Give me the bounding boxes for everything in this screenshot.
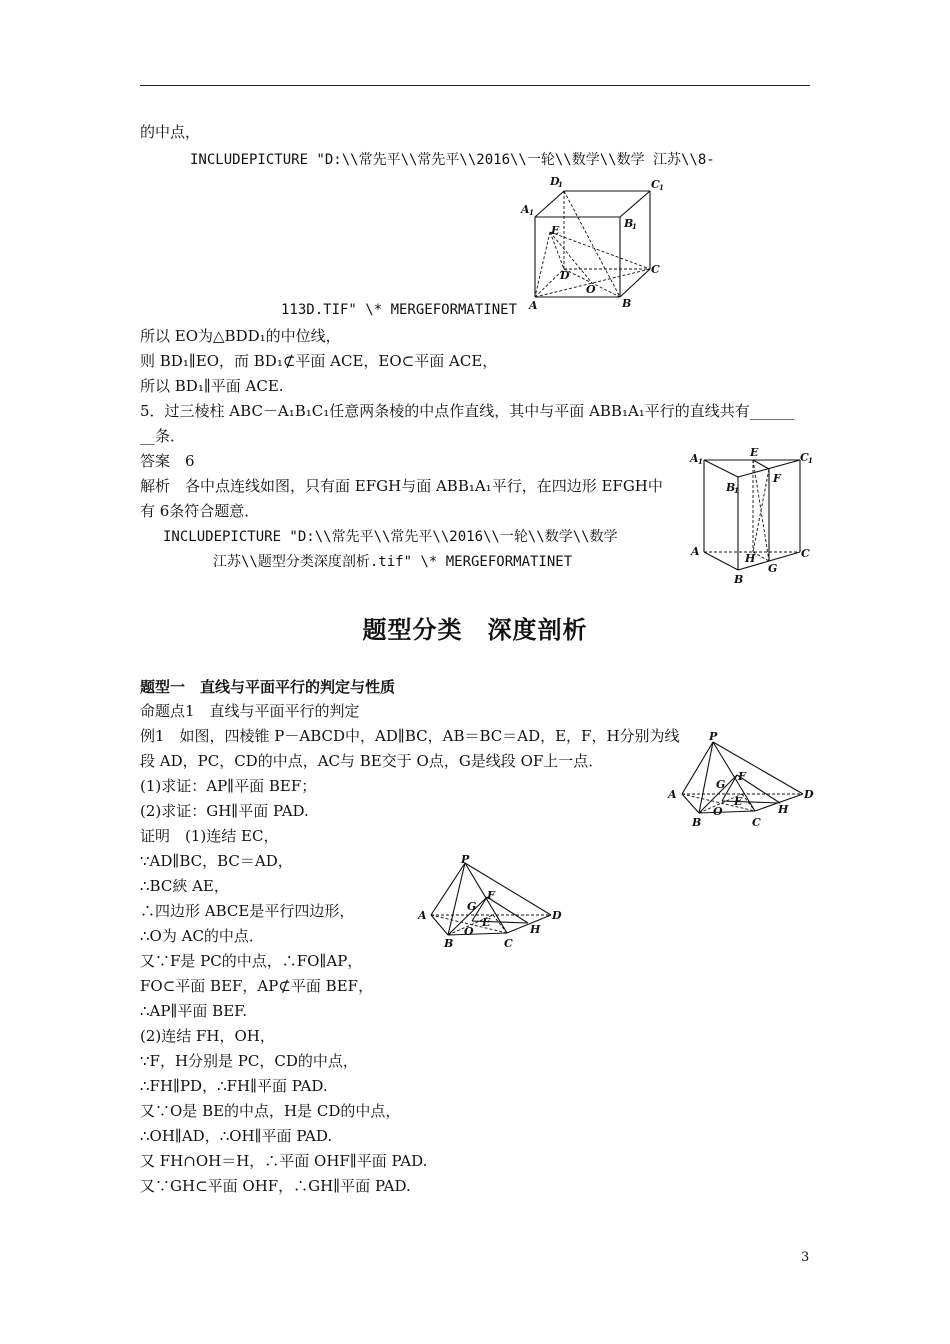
example-1: 例1 如图，四棱锥 P－ABCD中，AD∥BC，AB＝BC＝AD，E，F，H分别为线 — [140, 727, 680, 745]
include-field-code-end: 113D.TIF" \* MERGEFORMATINET — [281, 302, 518, 318]
label-E: E — [551, 224, 560, 237]
label-C: C — [752, 816, 761, 829]
text-line: 所以 EO为△BDD₁的中位线， — [140, 327, 341, 345]
proof-line: FO⊂平面 BEF，AP⊄平面 BEF， — [140, 977, 374, 995]
label-A: A — [529, 299, 538, 312]
label-C1: C — [800, 451, 809, 464]
label-B1-sub: 1 — [632, 222, 637, 231]
label-B1: B — [726, 481, 736, 494]
label-C1-sub: 1 — [808, 456, 813, 465]
label-F: F — [773, 472, 781, 485]
label-B1: B — [624, 217, 634, 230]
proof-line: ∴BC綊 AE， — [140, 877, 229, 895]
proof-line: ∴四边形 ABCE是平行四边形， — [140, 902, 355, 920]
proof-line: 又∵O是 BE的中点，H是 CD的中点， — [140, 1102, 401, 1120]
label-A: A — [668, 788, 677, 801]
text-line: 的中点， — [140, 123, 201, 141]
label-C1: C — [651, 178, 660, 191]
label-D: D — [804, 788, 814, 801]
proof-line: ∴FH∥PD，∴FH∥平面 PAD. — [140, 1077, 328, 1095]
proof-line: 又∵GH⊂平面 OHF，∴GH∥平面 PAD. — [140, 1177, 411, 1195]
label-H: H — [530, 923, 541, 936]
proof-line: ∵AD∥BC，BC＝AD， — [140, 852, 293, 870]
label-P: P — [461, 853, 470, 866]
include-field-code-end: 江苏\\题型分类深度剖析.tif" \* MERGEFORMATINET — [213, 554, 573, 570]
label-D: D — [552, 909, 562, 922]
page-number: 3 — [801, 1250, 810, 1265]
label-F: F — [487, 889, 495, 902]
label-E: E — [482, 916, 491, 929]
label-O: O — [586, 283, 596, 296]
label-D1-sub: 1 — [558, 180, 563, 189]
proof-line: ∵F，H分别是 PC，CD的中点， — [140, 1052, 358, 1070]
analysis-line: 有 6条符合题意． — [140, 502, 260, 520]
label-O: O — [713, 805, 723, 818]
label-A: A — [418, 909, 427, 922]
header-rule — [140, 85, 810, 86]
problem-5-blank: __条． — [140, 427, 186, 445]
proof-line: (2)连结 FH，OH， — [140, 1027, 275, 1045]
proof-line: 又 FH∩OH＝H，∴平面 OHF∥平面 PAD. — [140, 1152, 428, 1170]
label-B: B — [622, 297, 632, 310]
label-G: G — [467, 900, 477, 913]
label-A1: A — [690, 452, 699, 465]
analysis-line: 解析 各中点连线如图，只有面 EFGH与面 ABB₁A₁平行，在四边形 EFGH中 — [140, 477, 663, 495]
label-F: F — [738, 770, 746, 783]
proof-line: ∴O为 AC的中点． — [140, 927, 264, 945]
label-A1-sub: 1 — [698, 457, 703, 466]
label-G: G — [768, 562, 778, 575]
label-A: A — [691, 545, 700, 558]
answer-line: 答案 6 — [140, 452, 195, 470]
label-C1-sub: 1 — [659, 183, 664, 192]
problem-5: 5．过三棱柱 ABC－A₁B₁C₁任意两条棱的中点作直线，其中与平面 ABB₁A₁平行的直线共有______ — [140, 402, 795, 420]
label-G: G — [716, 778, 726, 791]
topic-title: 题型一 直线与平面平行的判定与性质 — [140, 678, 396, 696]
pyramid-figure-1 — [665, 730, 815, 833]
label-H: H — [745, 552, 756, 565]
include-field-code: INCLUDEPICTURE "D:\\常先平\\常先平\\2016\\一轮\\数学\\数学 江苏\\8- — [190, 152, 715, 168]
proof-line: ∴AP∥平面 BEF. — [140, 1002, 247, 1020]
label-O: O — [464, 925, 474, 938]
label-A1-sub: 1 — [529, 208, 534, 217]
label-B: B — [444, 937, 454, 950]
label-C: C — [651, 263, 660, 276]
subtopic-title: 命题点1 直线与平面平行的判定 — [140, 702, 360, 720]
proof-line: 又∵F是 PC的中点，∴FO∥AP， — [140, 952, 363, 970]
pyramid-figure-2 — [415, 855, 570, 955]
section-heading: 题型分类 深度剖析 — [362, 616, 588, 644]
question-1: (1)求证：AP∥平面 BEF； — [140, 777, 317, 795]
proof-line: 证明 (1)连结 EC， — [140, 827, 279, 845]
label-C: C — [801, 547, 810, 560]
label-H: H — [778, 803, 789, 816]
label-E: E — [750, 446, 759, 459]
label-P: P — [709, 730, 718, 743]
proof-line: ∴OH∥AD，∴OH∥平面 PAD. — [140, 1127, 333, 1145]
label-D1: D — [550, 175, 560, 188]
label-C: C — [504, 937, 513, 950]
question-2: (2)求证：GH∥平面 PAD. — [140, 802, 309, 820]
label-E: E — [734, 795, 743, 808]
cube-figure — [520, 172, 670, 312]
include-field-code: INCLUDEPICTURE "D:\\常先平\\常先平\\2016\\一轮\\数学\\数学 — [163, 529, 618, 545]
label-B: B — [692, 816, 702, 829]
label-A1: A — [521, 203, 530, 216]
label-B: B — [734, 573, 744, 586]
text-line: 所以 BD₁∥平面 ACE. — [140, 377, 284, 395]
label-D: D — [560, 269, 570, 282]
text-line: 则 BD₁∥EO，而 BD₁⊄平面 ACE，EO⊂平面 ACE， — [140, 352, 498, 370]
prism-figure — [688, 445, 818, 590]
example-1: 段 AD，PC，CD的中点，AC与 BE交于 O点，G是线段 OF上一点． — [140, 752, 604, 770]
label-B1-sub: 1 — [734, 486, 739, 495]
